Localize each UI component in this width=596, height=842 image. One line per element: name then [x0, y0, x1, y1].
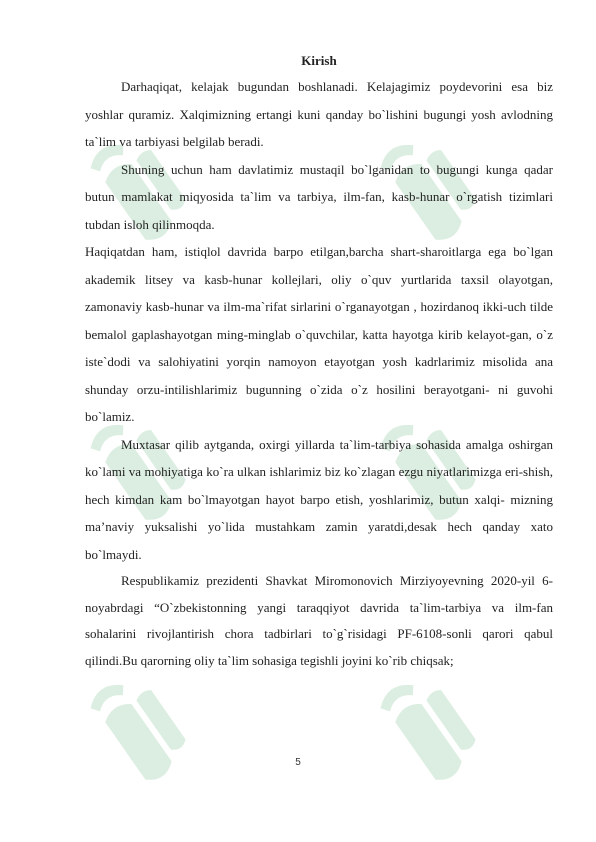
paragraph-5: Respublikamiz prezidenti Shavkat Miromonovich Mirziyoyevning 2020-yil 6-noyabrdagi “O`zbekistonning yangi taraqqiyot davrida ta`lim-tarbiya va ilm-fan sohalarini rivojlantirish chora tadbirlari to`g`risidagi PF-6108-sonli qarori qabul qilindi.Bu qarorning oliy ta`lim sohasiga tegishli joyini ko`rib chiqsak; [85, 573, 553, 668]
paragraph-1: Darhaqiqat, kelajak bugundan boshlanadi. Kelajagimiz poydevorini esa biz yoshlar quramiz. Xalqimizning ertangi kuni qanday bo`lishini bugungi yosh avlodning ta`lim va tarbiyasi belgilab beradi. [85, 79, 553, 149]
document-body [85, 52, 553, 674]
paragraph-4: Muxtasar qilib aytganda, oxirgi yillarda ta`lim-tarbiya sohasida amalga oshirgan ko`lami va mohiyatiga ko`ra ulkan ishlarimiz biz ko`zlagan ezgu niyatlarimizga eri-shish, hech kimdan kam bo`lmayotgan hayot barpo etish, yoshlarimiz, butun xalqi- mizning ma’naviy yuksalishi yo`lida mustahkam zamin yaratdi,desak hech qanday xato bo`lmaydi. [85, 436, 553, 562]
paragraph-2: Shuning uchun ham davlatimiz mustaqil bo`lganidan to bugungi kunga qadar butun mamlakat miqyosida ta`lim va tarbiya, ilm-fan, kasb-hunar o`rgatish tizimlari tubdan isloh qilinmoqda. [85, 161, 553, 232]
page-number: 5 [295, 757, 301, 768]
page-title: Kirish [301, 53, 337, 68]
paragraph-3: Haqiqatdan ham, istiqlol davrida barpo etilgan,barcha shart-sharoitlarga ega bo`lgan akademik litsey va kasb-hunar kollejlari, oliy o`quv yurtlarida taxsil olayotgan, zamonaviy kasb-hunar va ilm-ma`rifat sirlarini o`rganayotgan , hozirdanoq ikki-uch tilde bemalol gaplashayotgan ming-minglab o`quvchilar, katta hayotga kirib kelayot-gan, o`z iste`dodi va salohiyatini yorqin namoyon etayotgan yosh kadrlarimiz misolida ana shunday orzu-intilishlarimiz bugunning o`zida o`z hosilini berayotgani- ni guvohi bo`lamiz. [85, 244, 553, 424]
